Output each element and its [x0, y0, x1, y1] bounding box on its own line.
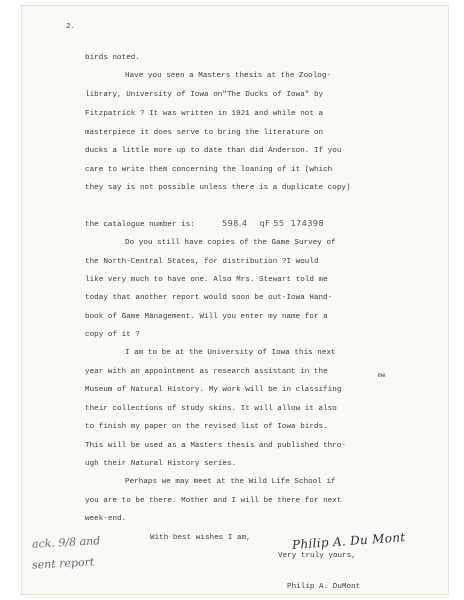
letter-line: Perhaps we may meet at the Wild Life School if — [125, 478, 336, 486]
margin-note-line: ack. 9/8 and — [31, 534, 101, 551]
letter-line: their collections of study skins. It will allow it also — [85, 405, 337, 413]
letter-line: the catalogue number is: — [85, 221, 195, 229]
letter-line: Do you still have copies of the Game Survey of — [125, 239, 336, 247]
letter-line: care to write them concerning the loaning of it (which — [85, 166, 333, 174]
letter-line: to finish my paper on the revised list of Iowa birds. — [85, 423, 328, 431]
typed-insertion: me — [378, 372, 386, 379]
letter-line: library, University of Iowa on"The Ducks of Iowa" by — [85, 91, 324, 99]
letter-page — [22, 6, 448, 594]
letter-line: year with an appointment as research assistant in the — [85, 368, 328, 376]
letter-line: ugh their Natural History series. — [85, 460, 237, 468]
typed-name: Philip A. DuMont — [287, 583, 361, 591]
catalogue-number: 598.4 qF 55 174398 — [222, 219, 325, 228]
closing: With best wishes I am, — [150, 534, 251, 542]
letter-line: masterpiece it does serve to bring the literature on — [85, 129, 324, 137]
letter-line: the North-Central States, for distribution ?I would — [85, 258, 319, 266]
letter-line: today that another report would soon be out-Iowa Hand- — [85, 294, 333, 302]
letter-line: birds noted. — [85, 54, 140, 62]
valediction: Very truly yours, — [278, 552, 356, 560]
letter-line: Fitzpatrick ? It was written in 1921 and while not a — [85, 110, 324, 118]
letter-line: copy of it ? — [85, 331, 140, 339]
letter-line: This will be used as a Masters thesis and published thro- — [85, 442, 346, 450]
page-number: 2. — [66, 23, 76, 31]
letter-line: like very much to have one. Also Mrs. Stewart told me — [85, 276, 328, 284]
letter-line: Have you seen a Masters thesis at the Zoolog- — [125, 72, 332, 80]
letter-line: they say is not possible unless there is a duplicate copy) — [85, 184, 351, 192]
letter-line: I am to be at the University of Iowa this next — [125, 349, 336, 357]
letter-line: book of Game Management. Will you enter my name for a — [85, 313, 328, 321]
letter-line: ducks a little more up to date than did Anderson. If you — [85, 147, 342, 155]
margin-note-line: sent report — [31, 555, 95, 572]
letter-line: you are to be there. Mother and I will be there for next — [85, 497, 342, 505]
letter-line: Museum of Natural History. My work will be in classifing — [85, 386, 342, 394]
letter-line: week-end. — [85, 515, 127, 523]
handwritten-signature: Philip A. Du Mont — [291, 530, 406, 552]
